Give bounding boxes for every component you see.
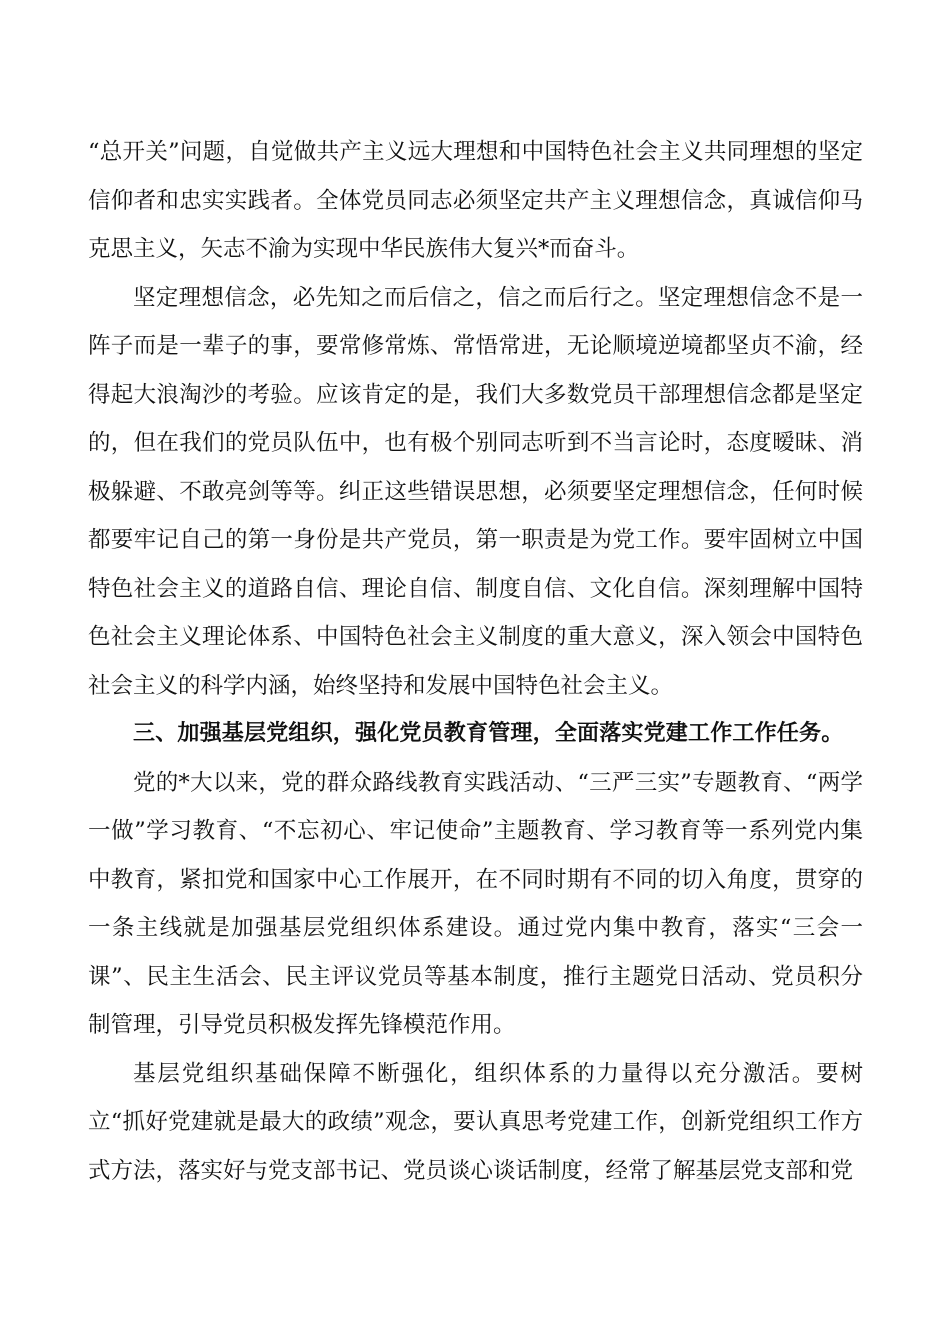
paragraph-continued: “总开关”问题，自觉做共产主义远大理想和中国特色社会主义共同理想的坚定信仰者和忠实实践者。全体党员同志必须坚定共产主义理想信念，真诚信仰马克思主义，矢志不渝为实现中华民族伟大复兴*而奋斗。 xyxy=(88,139,863,262)
document-page xyxy=(88,128,863,1195)
section-heading: 三、加强基层党组织，强化党员教育管理，全面落实党建工作工作任务。 xyxy=(133,721,844,746)
paragraph-grassroots: 基层党组织基础保障不断强化，组织体系的力量得以充分激活。要树立“抓好党建就是最大的政绩”观念，要认真思考党建工作，创新党组织工作方式方法，落实好与党支部书记、党员谈心谈话制度，经常了解基层党支部和党 xyxy=(88,1060,863,1184)
paragraph-education: 党的*大以来，党的群众路线教育实践活动、“三严三实”专题教育、“两学一做”学习教育、“不忘初心、牢记使命”主题教育、学习教育等一系列党内集中教育，紧扣党和国家中心工作展开，在不同时期有不同的切入角度，贯穿的一条主线就是加强基层党组织体系建设。通过党内集中教育，落实“三会一课”、民主生活会、民主评议党员等基本制度，推行主题党日活动、党员积分制管理，引导党员积极发挥先锋模范作用。 xyxy=(88,769,863,1038)
paragraph-ideals: 坚定理想信念，必先知之而后信之，信之而后行之。坚定理想信念不是一阵子而是一辈子的事，要常修常炼、常悟常进，无论顺境逆境都坚贞不渝，经得起大浪淘沙的考验。应该肯定的是，我们大多数党员干部理想信念都是坚定的，但在我们的党员队伍中，也有极个别同志听到不当言论时，态度暧昧、消极躲避、不敢亮剑等等。纠正这些错误思想，必须要坚定理想信念，任何时候都要牢记自己的第一身份是共产党员，第一职责是为党工作。要牢固树立中国特色社会主义的道路自信、理论自信、制度自信、文化自信。深刻理解中国特色社会主义理论体系、中国特色社会主义制度的重大意义，深入领会中国特色社会主义的科学内涵，始终坚持和发展中国特色社会主义。 xyxy=(88,284,863,699)
